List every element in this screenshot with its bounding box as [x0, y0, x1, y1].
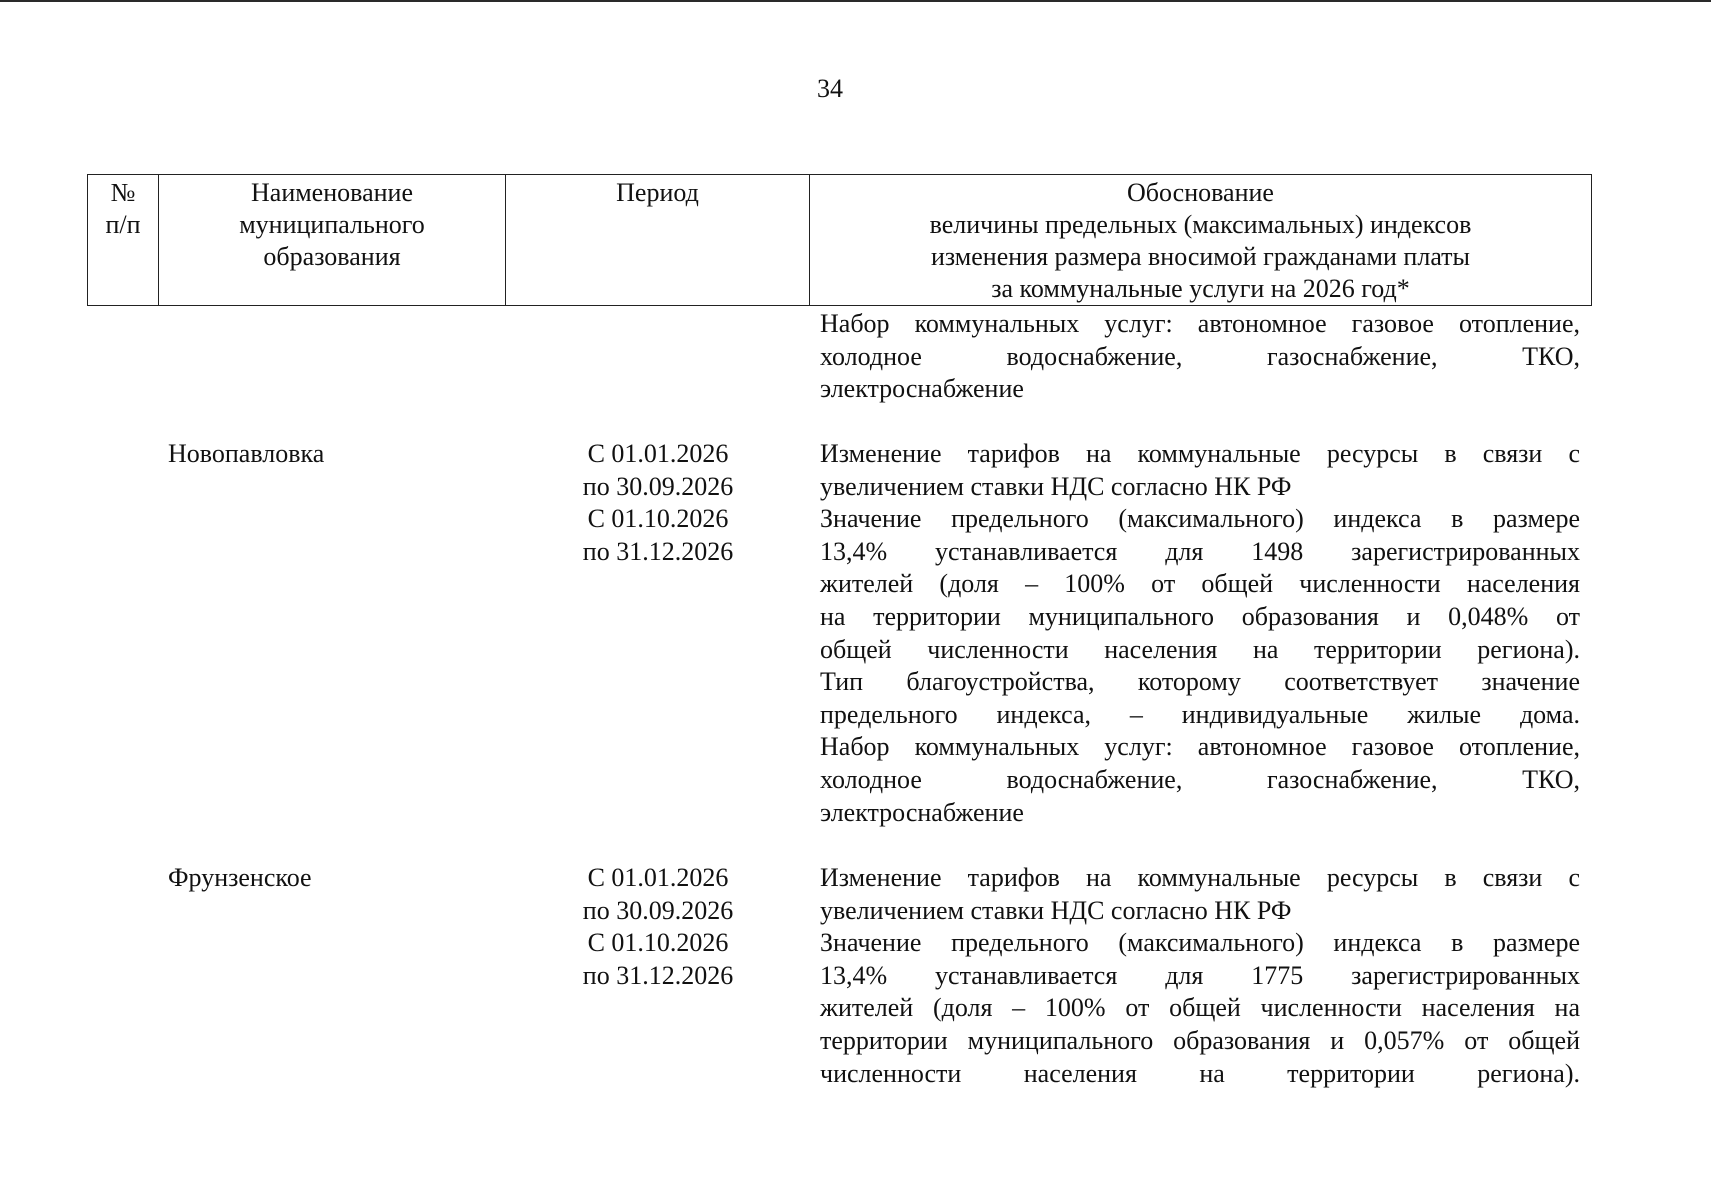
text-line: электроснабжение — [820, 797, 1024, 827]
text-line: Изменение тарифов на коммунальные ресурсы в связи с — [820, 863, 1580, 892]
period-line: по 30.09.2026 — [582, 471, 734, 501]
header-municipality-line: муниципального — [239, 210, 425, 239]
text-line: увеличением ставки НДС согласно НК РФ — [820, 895, 1292, 925]
header-justification-line: за коммунальные услуги на 2026 год* — [991, 274, 1410, 303]
text-line: холодное водоснабжение, газоснабжение, ТКО, — [820, 341, 1580, 371]
text-line: жителей (доля – 100% от общей численности населения — [820, 569, 1580, 599]
header-period — [506, 175, 810, 306]
text-line: территории муниципального образования и 0,057% от общей — [820, 1025, 1580, 1055]
text-line: увеличением ставки НДС согласно НК РФ — [820, 471, 1292, 501]
period-line: по 31.12.2026 — [582, 960, 734, 990]
period-line: С 01.10.2026 — [587, 504, 729, 534]
text-line: электроснабжение — [820, 374, 1024, 404]
header-period-line: Период — [616, 178, 699, 207]
text-line: жителей (доля – 100% от общей численности населения на — [820, 993, 1580, 1023]
header-municipality — [159, 175, 506, 306]
text-line: 13,4% устанавливается для 1775 зарегистрированных — [820, 960, 1580, 990]
period-cell — [540, 438, 776, 568]
justification-cell — [820, 438, 1580, 829]
header-number — [88, 175, 159, 306]
header-justification-line: величины предельных (максимальных) индексов — [929, 210, 1472, 239]
continuation-justification — [820, 308, 1580, 406]
header-municipality-line: Наименование — [251, 178, 413, 207]
period-line: по 30.09.2026 — [582, 895, 734, 925]
text-line: предельного индекса, – индивидуальные жилые дома. — [820, 699, 1580, 729]
text-line: численности населения на территории региона). — [820, 1058, 1580, 1088]
municipality-name: Новопавловка — [168, 439, 325, 468]
text-line: на территории муниципального образования и 0,048% от — [820, 601, 1580, 631]
text-line: Набор коммунальных услуг: автономное газовое отопление, — [820, 732, 1580, 762]
header-justification-line: изменения размера вносимой гражданами платы — [930, 242, 1471, 271]
header-municipality-line: образования — [263, 242, 401, 271]
text-line: Значение предельного (максимального) индекса в размере — [820, 504, 1580, 534]
period-line: С 01.10.2026 — [587, 928, 729, 958]
period-cell — [540, 862, 776, 992]
text-line: Изменение тарифов на коммунальные ресурсы в связи с — [820, 439, 1580, 468]
page-number: 34 — [817, 74, 843, 103]
text-line: Тип благоустройства, которому соответствует значение — [820, 667, 1580, 697]
text-line: Значение предельного (максимального) индекса в размере — [820, 928, 1580, 958]
period-line: по 31.12.2026 — [582, 536, 734, 566]
justification-cell — [820, 862, 1580, 1090]
header-number-line: п/п — [105, 210, 141, 239]
text-line: холодное водоснабжение, газоснабжение, ТКО, — [820, 764, 1580, 794]
header-justification-line: Обоснование — [1127, 178, 1274, 207]
header-justification — [810, 175, 1592, 306]
municipality-name: Фрунзенское — [168, 863, 312, 892]
top-border-line — [0, 0, 1711, 2]
text-line: 13,4% устанавливается для 1498 зарегистрированных — [820, 536, 1580, 566]
period-line: С 01.01.2026 — [587, 439, 729, 468]
text-line: Набор коммунальных услуг: автономное газовое отопление, — [820, 309, 1580, 338]
header-number-line: № — [110, 178, 136, 207]
table-header — [87, 174, 1592, 306]
text-line: общей численности населения на территории региона). — [820, 634, 1580, 664]
period-line: С 01.01.2026 — [587, 863, 729, 892]
